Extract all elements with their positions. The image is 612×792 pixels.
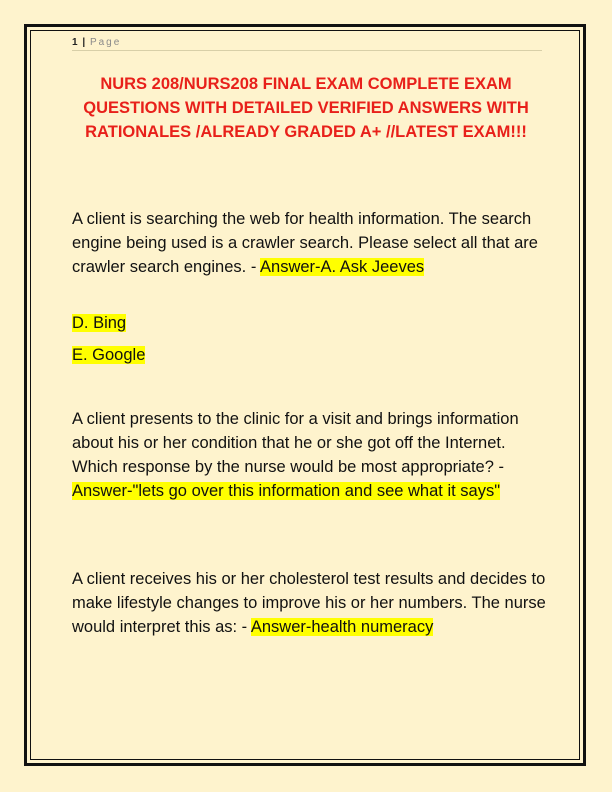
question-2 — [72, 407, 546, 503]
question-3 — [72, 567, 546, 639]
question-1-text: A client is searching the web for health information. The search engine being used is a crawler search. Please select all that are crawler search engines. - — [72, 210, 538, 276]
answer-1: Answer-A. Ask Jeeves — [260, 258, 425, 276]
answer-3: Answer-health numeracy — [250, 618, 434, 636]
question-3-text: A client receives his or her cholesterol test results and decides to make lifestyle changes to improve his or her numbers. The nurse would interpret this as: - — [72, 570, 546, 636]
question-2-text: A client presents to the clinic for a visit and brings information about his or her condition that he or she got off the Internet. Which response by the nurse would be most appropriate? - — [72, 410, 519, 476]
page-separator: | — [82, 37, 86, 48]
page-number: 1 — [72, 37, 78, 48]
question-block-1 — [72, 207, 546, 279]
answer-1-option-d: D. Bing — [72, 314, 127, 332]
answer-1-option-e: E. Google — [72, 346, 146, 364]
page-label: Page — [89, 37, 122, 48]
page-header — [72, 36, 542, 51]
question-block-3 — [72, 567, 546, 639]
answer-2: Answer-"lets go over this information and see what it says" — [72, 482, 501, 500]
question-1 — [72, 207, 546, 279]
document-title: NURS 208/NURS208 FINAL EXAM COMPLETE EXAM QUESTIONS WITH DETAILED VERIFIED ANSWERS WITH RATIONALES /ALREADY GRADED A+ //LATEST EXAM!!! — [83, 75, 529, 141]
question-block-2 — [72, 407, 546, 503]
